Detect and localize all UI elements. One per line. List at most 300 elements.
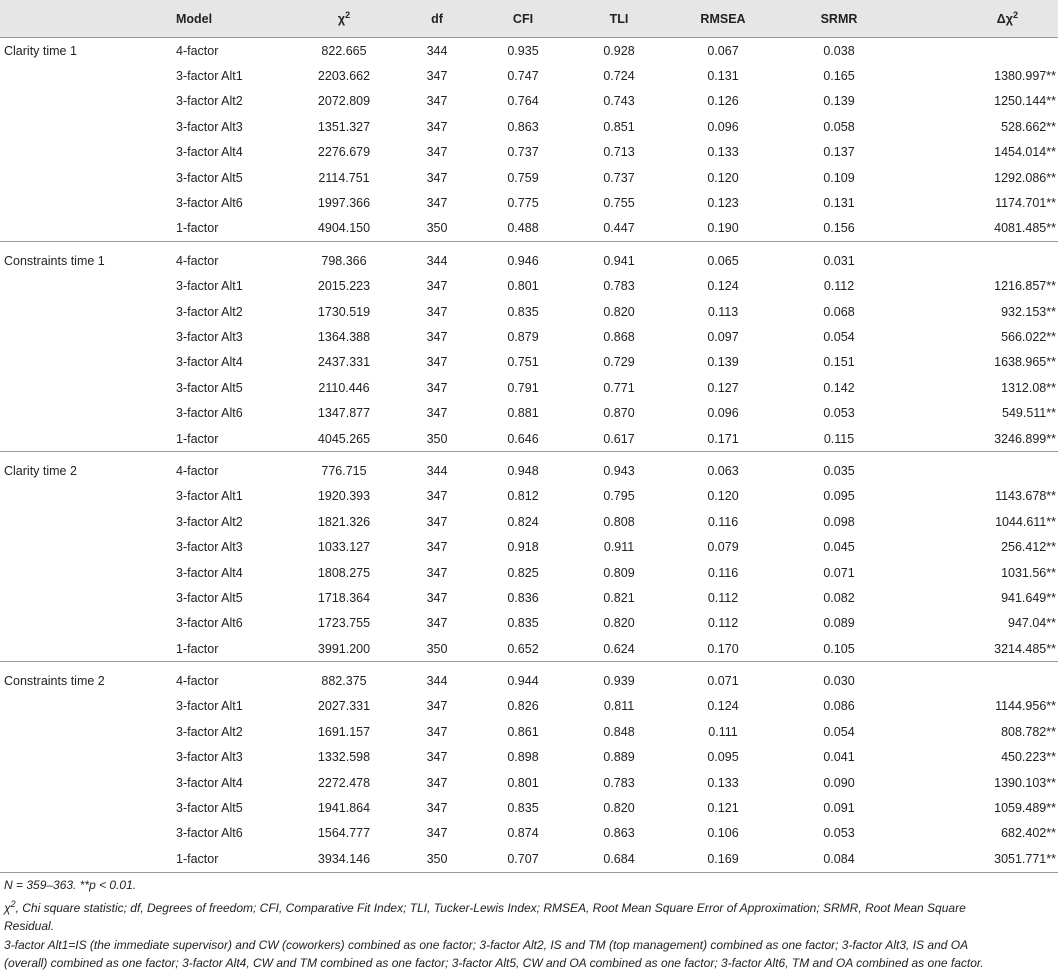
cell-model: 3-factor Alt6 (176, 616, 243, 631)
note-chi-sup: 2 (10, 899, 16, 909)
cell-rmsea: 0.127 (707, 380, 739, 395)
table-row (0, 509, 1058, 534)
cell-model: 3-factor Alt3 (176, 329, 243, 344)
cell-tli: 0.943 (603, 463, 635, 478)
cell-rmsea: 0.116 (707, 514, 739, 529)
cell-srmr: 0.098 (823, 514, 855, 529)
table-row (0, 216, 1058, 242)
cell-model: 3-factor Alt4 (176, 565, 243, 580)
cell-df: 347 (426, 170, 448, 185)
cell-chi-square: 2015.223 (317, 279, 371, 294)
cell-tli: 0.848 (603, 724, 635, 739)
cell-model: 3-factor Alt5 (176, 170, 243, 185)
cell-df: 347 (426, 329, 448, 344)
cell-srmr: 0.165 (823, 69, 855, 84)
cell-delta-chi-square: 3246.899** (899, 426, 1058, 452)
cell-model: 3-factor Alt5 (176, 590, 243, 605)
cell-rmsea: 0.116 (707, 565, 739, 580)
cell-tli: 0.729 (603, 355, 635, 370)
table-row (0, 114, 1058, 139)
cell-delta-chi-square: 1454.014** (994, 145, 1056, 160)
cell-group-label (0, 375, 176, 400)
cell-group-label: Constraints time 2 (4, 674, 105, 689)
table-row (0, 534, 1058, 559)
cell-cfi: 0.801 (507, 775, 539, 790)
cell-rmsea: 0.096 (707, 119, 739, 134)
cell-rmsea: 0.113 (707, 304, 739, 319)
cell-srmr: 0.109 (823, 170, 855, 185)
cell-chi-square: 1332.598 (317, 750, 371, 765)
cell-model: 1-factor (176, 216, 289, 242)
cell-cfi: 0.863 (507, 119, 539, 134)
cell-tli: 0.795 (603, 489, 635, 504)
cell-group-label (0, 770, 176, 795)
header-df: df (399, 0, 475, 38)
table-row (0, 662, 1058, 694)
cell-rmsea: 0.131 (707, 69, 739, 84)
header-group (0, 0, 176, 38)
cell-cfi: 0.646 (475, 426, 571, 452)
cell-delta-chi-square (899, 38, 1058, 64)
cell-chi-square: 2072.809 (317, 94, 371, 109)
cell-group-label (0, 400, 176, 425)
cell-model: 4-factor (176, 463, 219, 478)
cell-chi-square: 1997.366 (317, 196, 371, 211)
cell-delta-chi-square: 682.402** (1001, 826, 1056, 841)
cell-group-label (0, 114, 176, 139)
cell-tli: 0.820 (603, 304, 635, 319)
cell-model: 3-factor Alt1 (176, 489, 243, 504)
cell-model: 4-factor (176, 253, 219, 268)
cell-df: 347 (426, 145, 448, 160)
cell-rmsea: 0.121 (707, 801, 739, 816)
cell-group-label (0, 611, 176, 636)
cell-df: 347 (426, 775, 448, 790)
cell-delta-chi-square: 1216.857** (994, 279, 1056, 294)
note-sample-size: N = 359–363. **p < 0.01. (4, 877, 137, 892)
cell-group-label (0, 165, 176, 190)
cell-tli: 0.783 (603, 775, 635, 790)
cell-delta-chi-square: 549.511** (1002, 406, 1056, 421)
cell-srmr: 0.131 (823, 196, 855, 211)
cell-model: 3-factor Alt6 (176, 826, 243, 841)
cell-delta-chi-square: 941.649** (1001, 590, 1056, 605)
cell-delta-chi-square: 1059.489** (994, 801, 1056, 816)
cell-srmr: 0.058 (823, 119, 855, 134)
cell-model: 4-factor (176, 43, 219, 58)
cell-group-label (0, 636, 176, 662)
cell-tli: 0.870 (603, 406, 635, 421)
cell-srmr: 0.082 (823, 590, 855, 605)
cell-chi-square: 1564.777 (317, 826, 371, 841)
table-row (0, 274, 1058, 299)
table-row (0, 611, 1058, 636)
cell-delta-chi-square: 1312.08** (1001, 380, 1056, 395)
cell-group-label: Clarity time 1 (4, 43, 77, 58)
cell-tli: 0.743 (603, 94, 635, 109)
cell-model: 3-factor Alt2 (176, 304, 243, 319)
cell-group-label: Clarity time 2 (4, 463, 77, 478)
cell-cfi: 0.707 (475, 846, 571, 872)
cell-chi-square: 1691.157 (317, 724, 371, 739)
cell-chi-square: 4045.265 (289, 426, 399, 452)
cell-chi-square: 1808.275 (317, 565, 371, 580)
table-row (0, 821, 1058, 846)
cell-tli: 0.811 (603, 699, 635, 714)
cell-tli: 0.820 (603, 616, 635, 631)
cell-chi-square: 2114.751 (318, 170, 370, 185)
cell-group-label (0, 719, 176, 744)
header-delta-sup: 2 (1012, 10, 1018, 21)
cell-model: 3-factor Alt4 (176, 355, 243, 370)
cell-group-label (0, 426, 176, 452)
header-tli: TLI (571, 0, 667, 38)
cell-chi-square: 2203.662 (317, 69, 371, 84)
cell-group-label (0, 534, 176, 559)
cell-chi-square: 1920.393 (317, 489, 371, 504)
cell-df: 347 (426, 69, 448, 84)
cell-model: 3-factor Alt3 (176, 540, 243, 555)
cell-delta-chi-square: 3051.771** (899, 846, 1058, 872)
cell-df: 344 (426, 43, 448, 58)
cell-tli: 0.617 (571, 426, 667, 452)
cell-df: 350 (399, 426, 475, 452)
table-row (0, 242, 1058, 274)
cell-srmr: 0.090 (823, 775, 855, 790)
cell-rmsea: 0.120 (707, 489, 739, 504)
cell-srmr: 0.112 (823, 279, 855, 294)
cell-delta-chi-square (899, 242, 1058, 274)
cell-cfi: 0.946 (507, 253, 539, 268)
cell-df: 350 (399, 636, 475, 662)
cell-tli: 0.941 (603, 253, 635, 268)
table-row (0, 63, 1058, 88)
cell-delta-chi-square: 450.223** (1001, 750, 1056, 765)
header-chi-base: χ (337, 12, 346, 27)
cell-df: 347 (426, 590, 448, 605)
cell-srmr: 0.139 (823, 94, 855, 109)
cell-rmsea: 0.079 (707, 540, 739, 555)
cell-df: 347 (426, 279, 448, 294)
cell-rmsea: 0.120 (707, 170, 739, 185)
cell-srmr: 0.054 (823, 329, 855, 344)
cell-tli: 0.808 (603, 514, 635, 529)
table-row (0, 190, 1058, 215)
cell-rmsea: 0.170 (667, 636, 779, 662)
table-notes (0, 873, 1014, 973)
cell-delta-chi-square: 1380.997** (994, 69, 1056, 84)
cell-df: 350 (399, 216, 475, 242)
cell-cfi: 0.812 (507, 489, 539, 504)
cell-delta-chi-square: 256.412** (1001, 540, 1056, 555)
table-row (0, 770, 1058, 795)
cell-tli: 0.684 (571, 846, 667, 872)
cell-srmr: 0.086 (823, 699, 855, 714)
cell-df: 344 (426, 253, 448, 268)
cell-rmsea: 0.065 (707, 253, 739, 268)
cell-srmr: 0.105 (779, 636, 899, 662)
cell-cfi: 0.935 (507, 43, 539, 58)
cell-chi-square: 882.375 (321, 674, 367, 689)
cell-cfi: 0.835 (507, 616, 539, 631)
cell-rmsea: 0.133 (707, 145, 739, 160)
cell-rmsea: 0.112 (707, 590, 739, 605)
cell-tli: 0.868 (603, 329, 635, 344)
cell-tli: 0.928 (603, 43, 635, 58)
cell-group-label (0, 140, 176, 165)
cell-cfi: 0.879 (507, 329, 539, 344)
cell-df: 347 (426, 94, 448, 109)
cell-delta-chi-square: 932.153** (1001, 304, 1056, 319)
cell-rmsea: 0.095 (707, 750, 739, 765)
cell-df: 347 (426, 750, 448, 765)
header-chi-sup: 2 (345, 10, 351, 21)
cell-tli: 0.863 (603, 826, 635, 841)
cell-tli: 0.809 (603, 565, 635, 580)
cell-srmr: 0.095 (823, 489, 855, 504)
cell-tli: 0.713 (603, 145, 635, 160)
cell-chi-square: 2272.478 (317, 775, 371, 790)
cell-delta-chi-square: 3214.485** (899, 636, 1058, 662)
cell-tli: 0.447 (571, 216, 667, 242)
cell-cfi: 0.826 (507, 699, 539, 714)
cell-chi-square: 1941.864 (317, 801, 371, 816)
cell-cfi: 0.775 (507, 196, 539, 211)
cell-srmr: 0.068 (823, 304, 855, 319)
cell-delta-chi-square: 1390.103** (994, 775, 1056, 790)
table-row (0, 452, 1058, 484)
cell-df: 347 (426, 801, 448, 816)
cell-delta-chi-square: 4081.485** (899, 216, 1058, 242)
cell-df: 347 (426, 196, 448, 211)
cell-model: 3-factor Alt6 (176, 406, 243, 421)
cell-df: 347 (426, 355, 448, 370)
cell-srmr: 0.053 (823, 826, 855, 841)
cell-rmsea: 0.096 (707, 406, 739, 421)
cell-chi-square: 1718.364 (317, 590, 371, 605)
cell-model: 3-factor Alt5 (176, 801, 243, 816)
cell-cfi: 0.874 (507, 826, 539, 841)
cell-group-label (0, 694, 176, 719)
cell-delta-chi-square (899, 662, 1058, 694)
cell-rmsea: 0.139 (707, 355, 739, 370)
cell-cfi: 0.948 (507, 463, 539, 478)
cell-cfi: 0.861 (507, 724, 539, 739)
cell-rmsea: 0.124 (707, 279, 739, 294)
cell-chi-square: 1723.755 (317, 616, 371, 631)
note-abbrev-text: , Chi square statistic; df, Degrees of freedom; CFI, Comparative Fit Index; TLI, Tucker-Lewis Index; RMSEA, Root Mean Square Error of Approximation; SRMR, Root Mean Square Residual. (4, 901, 966, 933)
cell-tli: 0.911 (603, 540, 635, 555)
table-row (0, 426, 1058, 452)
cell-delta-chi-square: 1250.144** (994, 94, 1056, 109)
cell-chi-square: 776.715 (321, 463, 367, 478)
cell-cfi: 0.764 (507, 94, 539, 109)
cell-cfi: 0.898 (507, 750, 539, 765)
cell-rmsea: 0.169 (667, 846, 779, 872)
cell-chi-square: 1730.519 (317, 304, 371, 319)
cell-df: 344 (426, 674, 448, 689)
cell-rmsea: 0.126 (707, 94, 739, 109)
note-alternative-models: 3-factor Alt1=IS (the immediate supervisor) and CW (coworkers) combined as one factor; 3-factor Alt2, IS and TM (top management) combined as one factor; 3-factor Alt3, IS and OA (overall) combined as one factor; 3-factor Alt4, CW and TM combined as one factor; 3-factor Alt5, CW and OA combined as one factor; 3-factor Alt6, TM and OA combined as one factor. (4, 938, 984, 970)
cell-df: 347 (426, 540, 448, 555)
cell-group-label (0, 846, 176, 872)
cell-group-label (0, 190, 176, 215)
header-chi-square (289, 0, 399, 38)
cell-delta-chi-square: 1638.965** (994, 355, 1056, 370)
cell-tli: 0.771 (603, 380, 635, 395)
cell-group-label (0, 484, 176, 509)
cell-group-label: Constraints time 1 (4, 253, 105, 268)
table-row (0, 324, 1058, 349)
cell-group-label (0, 795, 176, 820)
cell-rmsea: 0.097 (707, 329, 739, 344)
cell-srmr: 0.142 (823, 380, 855, 395)
table-row (0, 400, 1058, 425)
header-delta-base: Δχ (996, 12, 1013, 27)
cell-cfi: 0.751 (507, 355, 539, 370)
header-model: Model (176, 0, 289, 38)
table-row (0, 560, 1058, 585)
cell-df: 347 (426, 514, 448, 529)
cell-model: 4-factor (176, 674, 219, 689)
cell-delta-chi-square: 808.782** (1001, 724, 1056, 739)
cell-tli: 0.624 (571, 636, 667, 662)
cell-srmr: 0.091 (823, 801, 855, 816)
cell-group-label (0, 216, 176, 242)
cell-model: 1-factor (176, 426, 289, 452)
cell-rmsea: 0.112 (707, 616, 739, 631)
table-row (0, 140, 1058, 165)
cell-srmr: 0.115 (779, 426, 899, 452)
table-row (0, 846, 1058, 872)
cell-chi-square: 1351.327 (317, 119, 371, 134)
cell-rmsea: 0.124 (707, 699, 739, 714)
cell-df: 347 (426, 699, 448, 714)
cell-chi-square: 798.366 (321, 253, 367, 268)
cell-group-label (0, 350, 176, 375)
cell-tli: 0.939 (603, 674, 635, 689)
cell-group-label (0, 745, 176, 770)
cell-cfi: 0.652 (475, 636, 571, 662)
cell-chi-square: 1821.326 (317, 514, 371, 529)
cell-df: 347 (426, 489, 448, 504)
cell-chi-square: 822.665 (321, 43, 367, 58)
cell-delta-chi-square: 1144.956** (995, 699, 1056, 714)
cell-group-label (0, 560, 176, 585)
cell-srmr: 0.030 (823, 674, 855, 689)
cell-cfi: 0.881 (507, 406, 539, 421)
cell-cfi: 0.835 (507, 801, 539, 816)
table-row (0, 636, 1058, 662)
table-row (0, 165, 1058, 190)
cell-chi-square: 1364.388 (317, 329, 371, 344)
cell-group-label (0, 821, 176, 846)
cell-chi-square: 2110.446 (318, 380, 370, 395)
table-row (0, 484, 1058, 509)
cell-srmr: 0.035 (823, 463, 855, 478)
cell-df: 347 (426, 380, 448, 395)
cell-df: 344 (426, 463, 448, 478)
cell-srmr: 0.089 (823, 616, 855, 631)
cell-model: 1-factor (176, 636, 289, 662)
cell-model: 3-factor Alt4 (176, 775, 243, 790)
cell-model: 3-factor Alt2 (176, 94, 243, 109)
cell-tli: 0.724 (603, 69, 635, 84)
cell-delta-chi-square: 528.662** (1001, 119, 1056, 134)
note-chi-base: χ (4, 901, 11, 915)
cell-chi-square: 1347.877 (317, 406, 371, 421)
cell-df: 347 (426, 724, 448, 739)
header-srmr: SRMR (779, 0, 899, 38)
cell-df: 347 (426, 826, 448, 841)
cell-srmr: 0.045 (823, 540, 855, 555)
table-row (0, 38, 1058, 64)
cell-group-label (0, 63, 176, 88)
cell-model: 3-factor Alt3 (176, 119, 243, 134)
table-row (0, 350, 1058, 375)
cell-chi-square: 1033.127 (317, 540, 371, 555)
cell-srmr: 0.156 (779, 216, 899, 242)
table-row (0, 719, 1058, 744)
cell-chi-square: 2027.331 (317, 699, 371, 714)
table-row (0, 745, 1058, 770)
cell-rmsea: 0.106 (707, 826, 739, 841)
cell-model: 3-factor Alt5 (176, 380, 243, 395)
cell-cfi: 0.836 (507, 590, 539, 605)
cell-model: 3-factor Alt1 (176, 69, 243, 84)
cell-df: 347 (426, 616, 448, 631)
cell-cfi: 0.944 (507, 674, 539, 689)
cell-rmsea: 0.063 (707, 463, 739, 478)
cell-cfi: 0.825 (507, 565, 539, 580)
cell-model: 3-factor Alt3 (176, 750, 243, 765)
cell-rmsea: 0.071 (707, 674, 739, 689)
cell-tli: 0.889 (603, 750, 635, 765)
cell-group-label (0, 299, 176, 324)
cell-delta-chi-square: 1174.701** (995, 196, 1056, 211)
cell-tli: 0.783 (603, 279, 635, 294)
cell-chi-square: 2276.679 (317, 145, 371, 160)
cell-rmsea: 0.133 (707, 775, 739, 790)
cell-srmr: 0.137 (823, 145, 855, 160)
cell-df: 347 (426, 304, 448, 319)
cell-rmsea: 0.123 (707, 196, 739, 211)
cell-group-label (0, 274, 176, 299)
cell-df: 347 (426, 406, 448, 421)
header-rmsea: RMSEA (667, 0, 779, 38)
cell-tli: 0.851 (603, 119, 635, 134)
header-delta-chi-square (899, 0, 1058, 38)
table-row (0, 299, 1058, 324)
cell-model: 3-factor Alt1 (176, 279, 243, 294)
cell-tli: 0.755 (603, 196, 635, 211)
cell-model: 3-factor Alt2 (176, 724, 243, 739)
cell-tli: 0.821 (603, 590, 635, 605)
cell-model: 3-factor Alt4 (176, 145, 243, 160)
cell-cfi: 0.801 (507, 279, 539, 294)
table-row (0, 89, 1058, 114)
cell-rmsea: 0.190 (667, 216, 779, 242)
cell-group-label (0, 324, 176, 349)
cell-chi-square: 3991.200 (289, 636, 399, 662)
cell-cfi: 0.737 (507, 145, 539, 160)
cell-cfi: 0.759 (507, 170, 539, 185)
table-row (0, 375, 1058, 400)
note-abbreviations (4, 896, 1008, 935)
table-row (0, 694, 1058, 719)
cell-delta-chi-square: 947.04** (1008, 616, 1056, 631)
cell-delta-chi-square: 1044.611** (995, 514, 1056, 529)
